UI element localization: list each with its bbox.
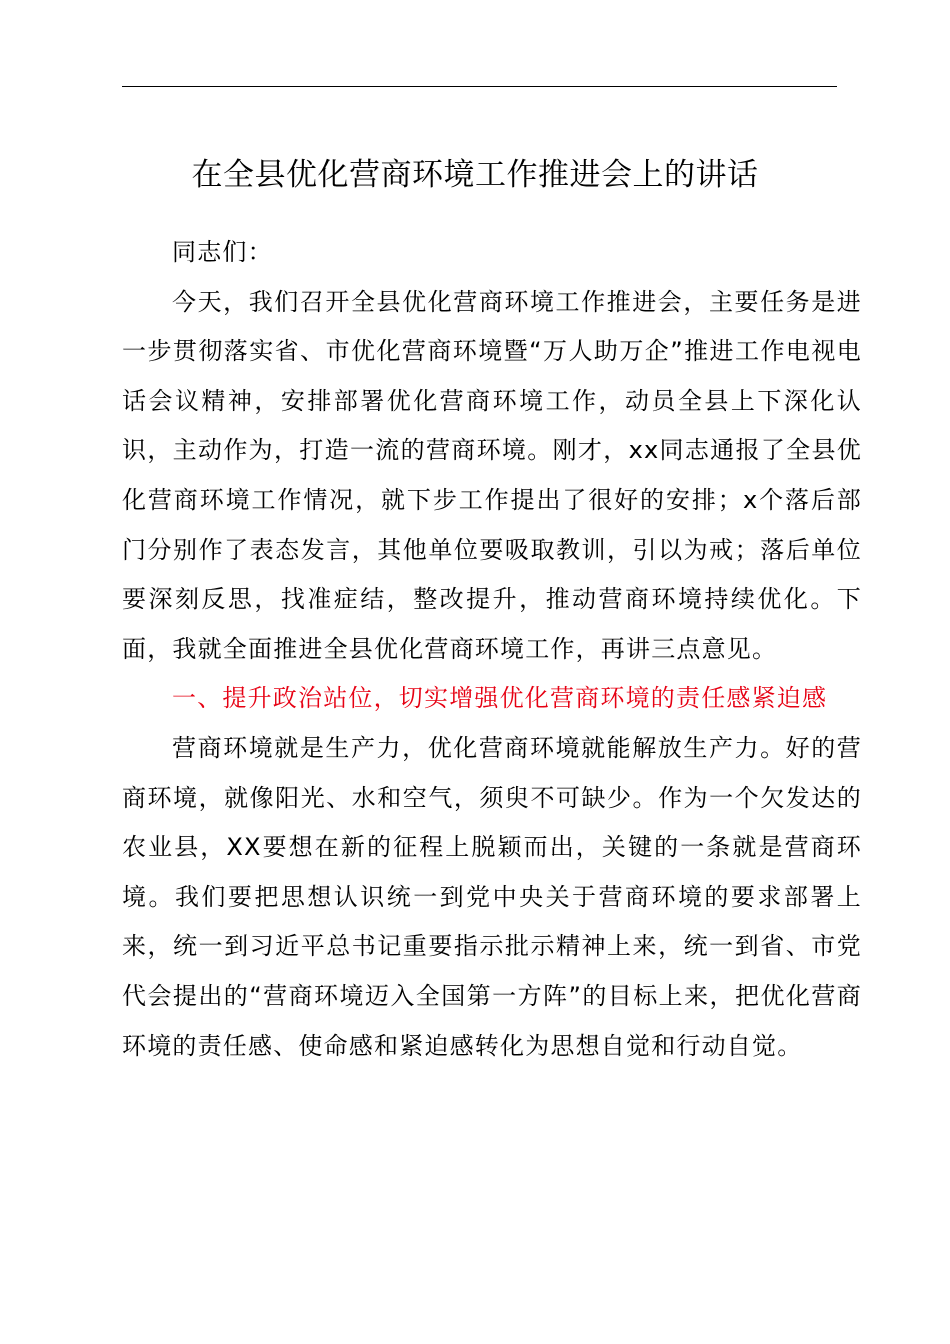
section-heading-1: 一、提升政治站位，切实增强优化营商环境的责任感紧迫感 [172,684,828,713]
salutation: 同志们： [172,238,273,266]
document-title: 在全县优化营商环境工作推进会上的讲话 [191,157,759,193]
section-1-paragraph: 营商环境就是生产力，优化营商环境就能解放生产力。好的营商环境，就像阳光、水和空气，须臾不可缺少。作为一个欠发达的农业县，XX要想在新的征程上脱颖而出，关键的一条就是营商环境。我们要把思想认识统一到党中央关于营商环境的要求部署上来，统一到习近平总书记重要指示批示精神上来，统一到省、市党代会提出的“营商环境迈入全国第一方阵”的目标上来，把优化营商环境的责任感、使命感和紧迫感转化为思想自觉和行动自觉。 [122,733,862,1060]
document-body [122,228,862,1071]
header-rule [122,86,837,87]
intro-paragraph: 今天，我们召开全县优化营商环境工作推进会，主要任务是进一步贯彻落实省、市优化营商环境暨“万人助万企”推进工作电视电话会议精神，安排部署优化营商环境工作，动员全县上下深化认识，主动作为，打造一流的营商环境。刚才，xx同志通报了全县优化营商环境工作情况，就下步工作提出了很好的安排；x个落后部门分别作了表态发言，其他单位要吸取教训，引以为戒；落后单位要深刻反思，找准症结，整改提升，推动营商环境持续优化。下面，我就全面推进全县优化营商环境工作，再讲三点意见。 [122,287,862,663]
